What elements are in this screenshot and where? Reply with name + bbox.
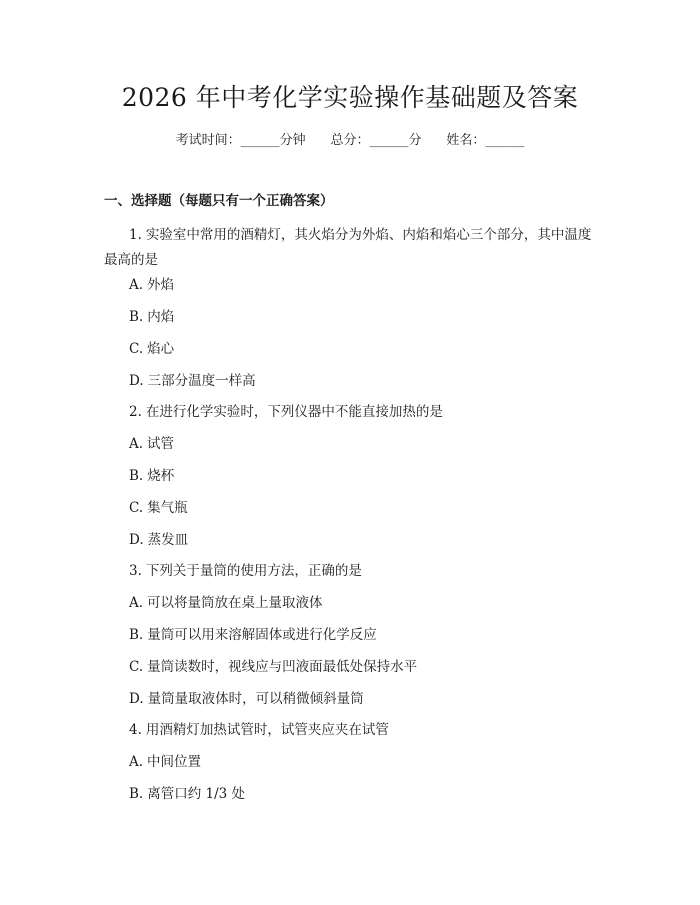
option-letter: B.: [129, 309, 144, 325]
option-1d: [129, 371, 256, 391]
option-text: 焰心: [147, 341, 175, 357]
score-unit: 分: [408, 133, 422, 148]
option-text: 量筒读数时，视线应与凹液面最低处保持水平: [147, 659, 418, 675]
option-2c: [129, 498, 188, 518]
time-label: 考试时间：: [175, 133, 241, 148]
name-blank: ______: [485, 133, 525, 148]
section-heading: 一、选择题（每题只有一个正确答案）: [104, 193, 334, 209]
option-letter: C.: [129, 659, 144, 675]
option-text: 外焰: [147, 277, 175, 293]
option-1c: [129, 339, 174, 359]
question-number: 2.: [129, 404, 142, 420]
option-3b: [129, 625, 377, 645]
option-text: 烧杯: [147, 468, 175, 484]
option-text: 集气瓶: [147, 500, 188, 516]
question-number: 3.: [129, 563, 142, 579]
option-text: 量筒量取液体时，可以稍微倾斜量筒: [147, 691, 364, 707]
time-blank: ______: [240, 133, 280, 148]
option-text: 三部分温度一样高: [147, 373, 256, 389]
question-2: [104, 400, 596, 425]
question-number: 1.: [129, 227, 142, 243]
option-letter: A.: [129, 277, 144, 293]
option-1a: [129, 275, 174, 295]
option-letter: C.: [129, 341, 144, 357]
option-text: 内焰: [147, 309, 175, 325]
option-letter: A.: [129, 436, 144, 452]
option-text: 可以将量筒放在桌上量取液体: [147, 595, 323, 611]
option-text: 试管: [147, 436, 175, 452]
question-number: 4.: [129, 722, 142, 738]
document-title: 2026 年中考化学实验操作基础题及答案: [121, 83, 579, 112]
option-letter: D.: [129, 691, 144, 707]
option-text: 离管口约 1/3 处: [147, 786, 246, 802]
option-2a: [129, 434, 174, 454]
option-3d: [129, 689, 364, 709]
question-text: 在进行化学实验时，下列仪器中不能直接加热的是: [145, 404, 443, 420]
option-4a: [129, 752, 201, 772]
option-letter: A.: [129, 754, 144, 770]
option-letter: D.: [129, 373, 144, 389]
question-4: [104, 718, 596, 743]
score-blank: ______: [369, 133, 409, 148]
option-letter: B.: [129, 468, 144, 484]
option-letter: C.: [129, 500, 144, 516]
option-letter: B.: [129, 627, 144, 643]
option-letter: B.: [129, 786, 144, 802]
question-1: [104, 223, 596, 273]
option-text: 量筒可以用来溶解固体或进行化学反应: [147, 627, 377, 643]
option-2b: [129, 466, 174, 486]
option-3c: [129, 657, 417, 677]
option-text: 蒸发皿: [147, 532, 189, 548]
time-unit: 分钟: [279, 133, 306, 148]
exam-info-line: [0, 130, 700, 152]
option-2d: [129, 530, 188, 550]
score-label: 总分：: [330, 133, 370, 148]
name-label: 姓名：: [446, 133, 486, 148]
option-3a: [129, 593, 323, 613]
question-3: [104, 559, 596, 584]
option-letter: D.: [129, 532, 144, 548]
question-text: 实验室中常用的酒精灯，其火焰分为外焰、内焰和焰心三个部分，其中温度最高的是: [104, 227, 592, 268]
question-text: 下列关于量筒的使用方法，正确的是: [145, 563, 362, 579]
option-1b: [129, 307, 174, 327]
option-text: 中间位置: [147, 754, 202, 770]
option-letter: A.: [129, 595, 144, 611]
question-text: 用酒精灯加热试管时，试管夹应夹在试管: [145, 722, 389, 738]
option-4b: [129, 784, 245, 804]
